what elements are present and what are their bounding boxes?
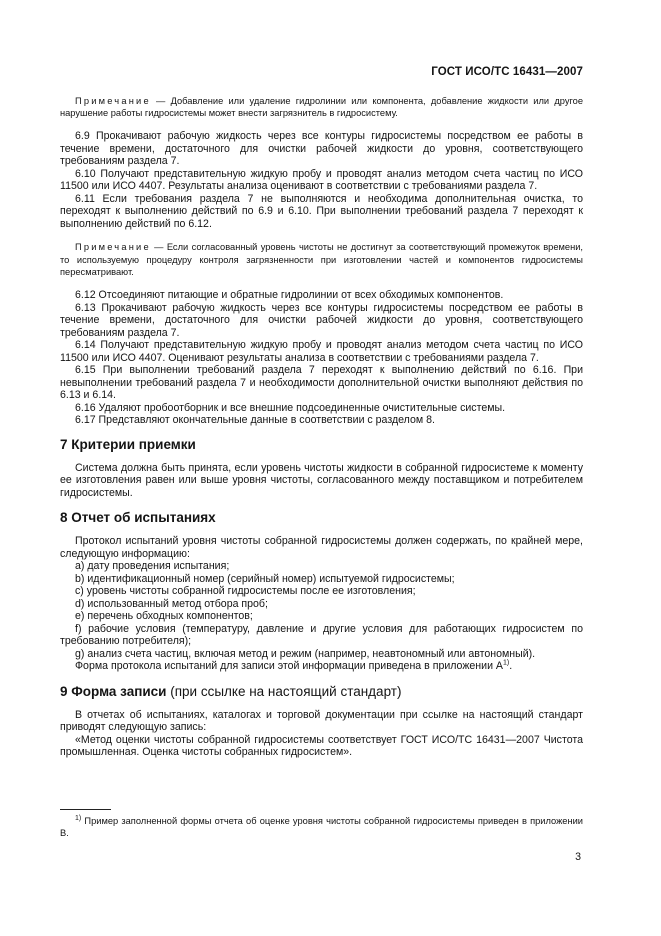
note-1-label: Примечание (75, 96, 151, 106)
clause-6-14: 6.14 Получают представительную жидкую пробу и проводят анализ методом счета частиц по ИСО 11500 или ИСО 4407. Оценивают результаты анализа в соответствии с требованиями раздела 7. (60, 339, 583, 364)
clause-6-9: 6.9 Прокачивают рабочую жидкость через все контуры гидросистемы посредством ее работы в течение времени, достаточного для очистки рабочей жидкости до уровня, соответствующего требованиям раздела 7. (60, 130, 583, 168)
main-content (60, 95, 583, 759)
standard-header: ГОСТ ИСО/ТС 16431—2007 (431, 66, 583, 78)
list-item-d: d) использованный метод отбора проб; (75, 597, 268, 610)
note-2-label: Примечание (75, 242, 151, 253)
clause-6-11: 6.11 Если требования раздела 7 не выполняются и необходима дополнительная очистка, то переходят к выполнению действий по 6.9 и 6.10. При выполнении требований раздела 7 переходят к выполнению действий по 6.12. (60, 192, 583, 230)
page-number: 3 (575, 851, 581, 863)
note-2 (60, 241, 583, 278)
section-9-title-rest: (при ссылке на настоящий стандарт) (166, 683, 402, 699)
form-reference-text: Форма протокола испытаний для записи этой информации приведена в приложении А (75, 660, 504, 673)
section-8-intro: Протокол испытаний уровня чистоты собранной гидросистемы должен содержать, по крайней мере, следующую информацию: (60, 535, 583, 560)
section-7-title: 7 Критерии приемки (60, 436, 196, 452)
clause-6-12: 6.12 Отсоединяют питающие и обратные гидролинии от всех обходимых компонентов. (75, 289, 504, 302)
list-item-b: b) идентификационный номер (серийный номер) испытуемой гидросистемы; (75, 572, 455, 585)
section-7-text: Система должна быть принята, если уровень чистоты жидкости в собранной гидросистеме к моменту ее изготовления равен или выше уровня чистоты, согласованного между поставщиком и потребителем гидросистемы. (60, 461, 583, 499)
footnote-separator (60, 809, 111, 810)
footnote-mark: 1) (75, 814, 82, 822)
footnote-text: Пример заполненной формы отчета об оценке уровня чистоты собранной гидросистемы приведен в приложении В. (60, 816, 583, 839)
clause-6-17: 6.17 Представляют окончательные данные в соответствии с разделом 8. (75, 414, 435, 427)
note-2-text: — Если согласованный уровень чистоты не достигнут за соответствующий промежуток времени, то используемую процедуру контроля загрязненности при изготовлении частей и компонентов гидросистемы пересматривают. (60, 242, 583, 277)
clause-6-10: 6.10 Получают представительную жидкую пробу и проводят анализ методом счета частиц по ИСО 11500 или ИСО 4407. Результаты анализа оценивают в соответствии с требованиями раздела 7. (60, 167, 583, 193)
clause-6-15: 6.15 При выполнении требований раздела 7 переходят к выполнению действий по 6.16. При невыполнении требований раздела 7 и необходимости дополнительной очистки выполняют действия по 6.13 и 6.14. (60, 364, 583, 402)
form-reference-end: . (509, 660, 513, 673)
list-item-e: e) перечень обходных компонентов; (75, 610, 253, 623)
clause-6-16: 6.16 Удаляют пробоотборник и все внешние подсоединенные очистительные системы. (75, 401, 506, 414)
section-9-title-bold: 9 Форма записи (60, 683, 167, 699)
note-1 (60, 95, 583, 119)
footnote (60, 815, 583, 839)
list-item-a: a) дату проведения испытания; (75, 560, 230, 573)
list-item-f: f) рабочие условия (температуру, давление и другие условия для работающих гидросистем по требованию потребителя); (60, 622, 583, 648)
form-reference (60, 660, 583, 673)
section-9-text: В отчетах об испытаниях, каталогах и торговой документации при ссылке на настоящий стандарт приводят следующую запись: (60, 708, 583, 734)
clause-6-13: 6.13 Прокачивают рабочую жидкость через все контуры гидросистемы посредством ее работы в течение времени, достаточного для очистки рабочей жидкости до уровня, соответствующего требованиям раздела 7. (60, 301, 583, 339)
list-item-c: c) уровень чистоты собранной гидросистемы после ее изготовления; (75, 585, 416, 598)
list-item-g: g) анализ счета частиц, включая метод и режим (например, неавтономный или автономный). (75, 647, 536, 660)
footnote-ref: 1) (503, 659, 510, 667)
section-8-title: 8 Отчет об испытаниях (60, 510, 216, 526)
note-1-text: — Добавление или удаление гидролинии или компонента, добавление жидкости или другое нарушение работы гидросистемы может внести загрязнитель в гидросистему. (60, 96, 583, 119)
section-9-title (60, 684, 583, 699)
section-9-quote: «Метод оценки чистоты собранной гидросистемы соответствует ГОСТ ИСО/ТС 16431—2007 Чистота промышленная. Оценка чистоты собранных гидросистем». (60, 733, 583, 759)
